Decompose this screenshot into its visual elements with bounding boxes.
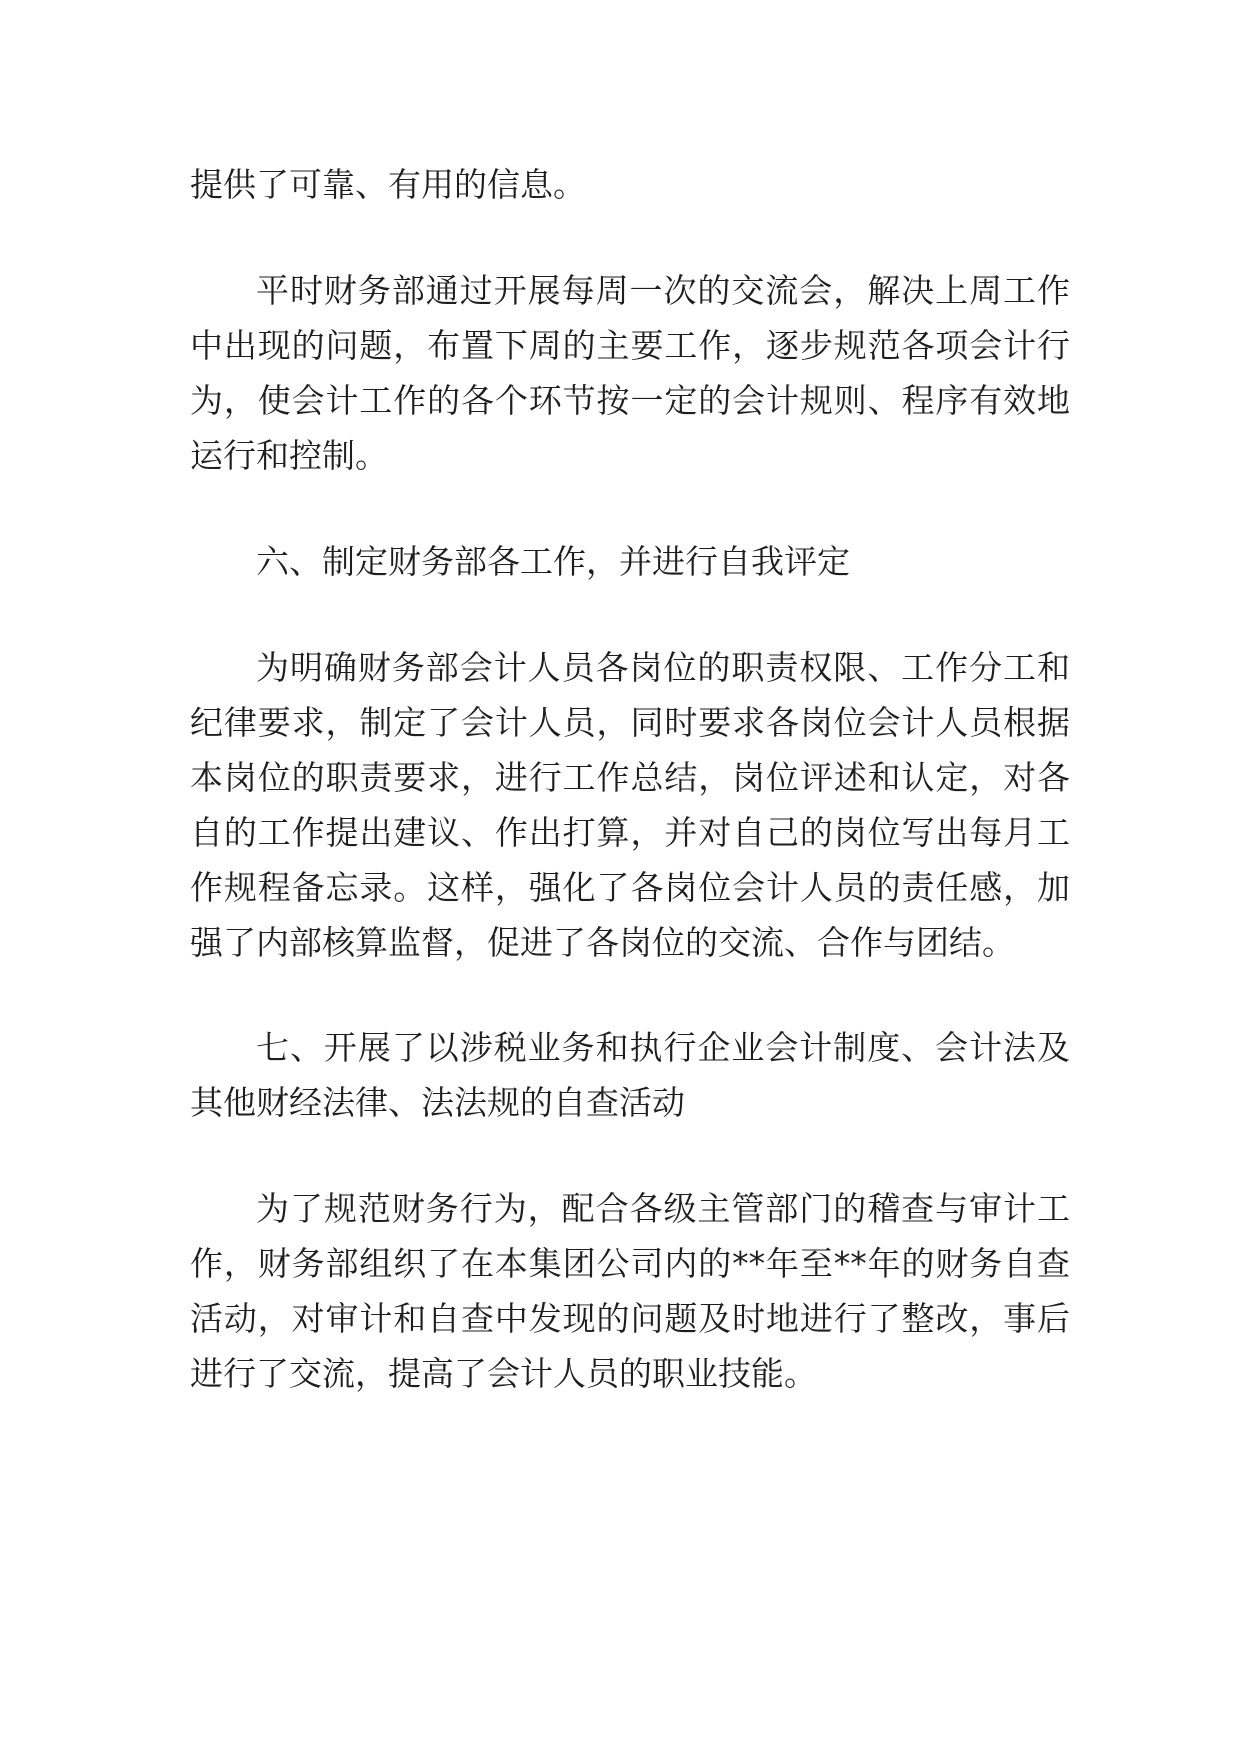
paragraph-4-line-1: 为了规范财务行为，配合各级主管部门的稽查与审计工 [256, 1189, 1070, 1228]
paragraph-2-line-3: 为，使会计工作的各个环节按一定的会计规则、程序有效地 [190, 381, 1070, 420]
paragraph-2-line-2: 中出现的问题，布置下周的主要工作，逐步规范各项会计行 [190, 326, 1070, 365]
paragraph-3-line-6: 强了内部核算监督，促进了各岗位的交流、合作与团结。 [190, 923, 1015, 962]
paragraph-1-line-1: 提供了可靠、有用的信息。 [190, 165, 586, 204]
paragraph-3-line-3: 本岗位的职责要求，进行工作总结，岗位评述和认定，对各 [190, 758, 1070, 797]
paragraph-3-line-1: 为明确财务部会计人员各岗位的职责权限、工作分工和 [256, 648, 1070, 687]
paragraph-2-line-4: 运行和控制。 [190, 436, 388, 475]
section-heading-7-line-1: 七、开展了以涉税业务和执行企业会计制度、会计法及 [256, 1028, 1070, 1067]
paragraph-4-line-3: 活动，对审计和自查中发现的问题及时地进行了整改，事后 [190, 1299, 1070, 1338]
paragraph-3-line-2: 纪律要求，制定了会计人员，同时要求各岗位会计人员根据 [190, 703, 1070, 742]
paragraph-4-line-2: 作，财务部组织了在本集团公司内的**年至**年的财务自查 [190, 1244, 1070, 1283]
section-heading-7-line-2: 其他财经法律、法法规的自查活动 [190, 1083, 685, 1122]
paragraph-2-line-1: 平时财务部通过开展每周一次的交流会，解决上周工作 [256, 271, 1070, 310]
paragraph-3-line-4: 自的工作提出建议、作出打算，并对自己的岗位写出每月工 [190, 813, 1070, 852]
section-heading-6: 六、制定财务部各工作，并进行自我评定 [256, 542, 850, 581]
paragraph-4-line-4: 进行了交流，提高了会计人员的职业技能。 [190, 1354, 817, 1393]
paragraph-3-line-5: 作规程备忘录。这样，强化了各岗位会计人员的责任感，加 [190, 868, 1070, 907]
